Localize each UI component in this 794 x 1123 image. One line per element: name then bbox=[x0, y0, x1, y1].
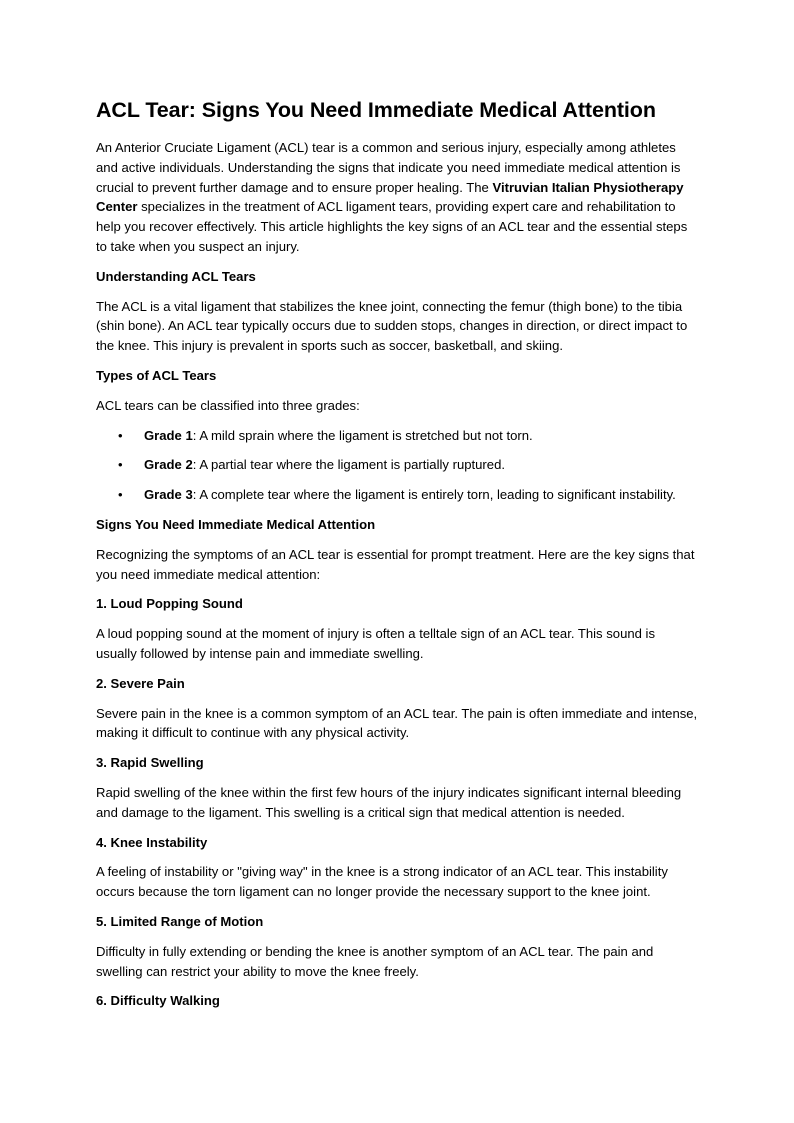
section-heading-types: Types of ACL Tears bbox=[96, 367, 217, 383]
sign-paragraph: A feeling of instability or "giving way" in the knee is a strong indicator of an ACL tear. This instability occurs because the torn ligament can no longer provide the necessary support to the knee joint. bbox=[96, 864, 668, 900]
sign-heading: 6. Difficulty Walking bbox=[96, 993, 220, 1009]
intro-text-start: An Anterior Cruciate Ligament (ACL) tear is a common and serious injury, especially among athletes and active individuals. Understanding the signs that indicate you need immediate medical attention is crucial to prevent further damage and to ensure proper healing. The bbox=[96, 140, 681, 195]
intro-paragraph bbox=[96, 138, 698, 257]
document-page bbox=[96, 96, 698, 1021]
brand-name: Vitruvian Italian Physiotherapy Center bbox=[96, 179, 684, 215]
sign-paragraph: Difficulty in fully extending or bending the knee is another symptom of an ACL tear. The pain and swelling can restrict your ability to move the knee freely. bbox=[96, 943, 654, 979]
list-item bbox=[96, 455, 698, 475]
sign-paragraph: Severe pain in the knee is a common symptom of an ACL tear. The pain is often immediate and intense, making it difficult to continue with any physical activity. bbox=[96, 705, 698, 741]
intro-text-end: specializes in the treatment of ACL ligament tears, providing expert care and rehabilitation to help you recover effectively. This article highlights the key signs of an ACL tear and the essential steps to take when you suspect an injury. bbox=[96, 199, 688, 254]
list-item bbox=[96, 426, 698, 446]
bullet-icon: • bbox=[118, 427, 123, 443]
grade-label: Grade 3 bbox=[144, 487, 193, 503]
grade-description: : A mild sprain where the ligament is stretched but not torn. bbox=[192, 427, 533, 443]
grade-label: Grade 1 bbox=[144, 427, 193, 443]
types-intro: ACL tears can be classified into three grades: bbox=[96, 397, 360, 413]
sign-heading: 1. Loud Popping Sound bbox=[96, 596, 243, 612]
page-title: ACL Tear: Signs You Need Immediate Medical Attention bbox=[96, 98, 656, 122]
signs-intro: Recognizing the symptoms of an ACL tear is essential for prompt treatment. Here are the key signs that you need immediate medical attention: bbox=[96, 546, 695, 582]
sign-heading: 3. Rapid Swelling bbox=[96, 755, 204, 771]
sign-heading: 4. Knee Instability bbox=[96, 834, 208, 850]
grades-list bbox=[96, 426, 698, 505]
sign-paragraph: Rapid swelling of the knee within the first few hours of the injury indicates significant internal bleeding and damage to the ligament. This swelling is a critical sign that medical attention is needed. bbox=[96, 784, 682, 820]
understanding-paragraph: The ACL is a vital ligament that stabilizes the knee joint, connecting the femur (thigh bone) to the tibia (shin bone). An ACL tear typically occurs due to sudden stops, changes in direction, or direct impact to the knee. This injury is prevalent in sports such as soccer, basketball, and skiing. bbox=[96, 298, 688, 354]
grade-description: : A complete tear where the ligament is entirely torn, leading to significant instability. bbox=[192, 487, 676, 503]
sign-heading: 2. Severe Pain bbox=[96, 675, 185, 691]
section-heading-signs: Signs You Need Immediate Medical Attention bbox=[96, 516, 376, 532]
bullet-icon: • bbox=[118, 487, 123, 503]
grade-label: Grade 2 bbox=[144, 457, 193, 473]
sign-paragraph: A loud popping sound at the moment of injury is often a telltale sign of an ACL tear. This sound is usually followed by intense pain and immediate swelling. bbox=[96, 626, 656, 661]
grade-description: : A partial tear where the ligament is partially ruptured. bbox=[192, 457, 505, 473]
sign-heading: 5. Limited Range of Motion bbox=[96, 913, 264, 929]
section-heading-understanding: Understanding ACL Tears bbox=[96, 268, 256, 284]
bullet-icon: • bbox=[118, 457, 123, 473]
list-item bbox=[96, 485, 698, 505]
